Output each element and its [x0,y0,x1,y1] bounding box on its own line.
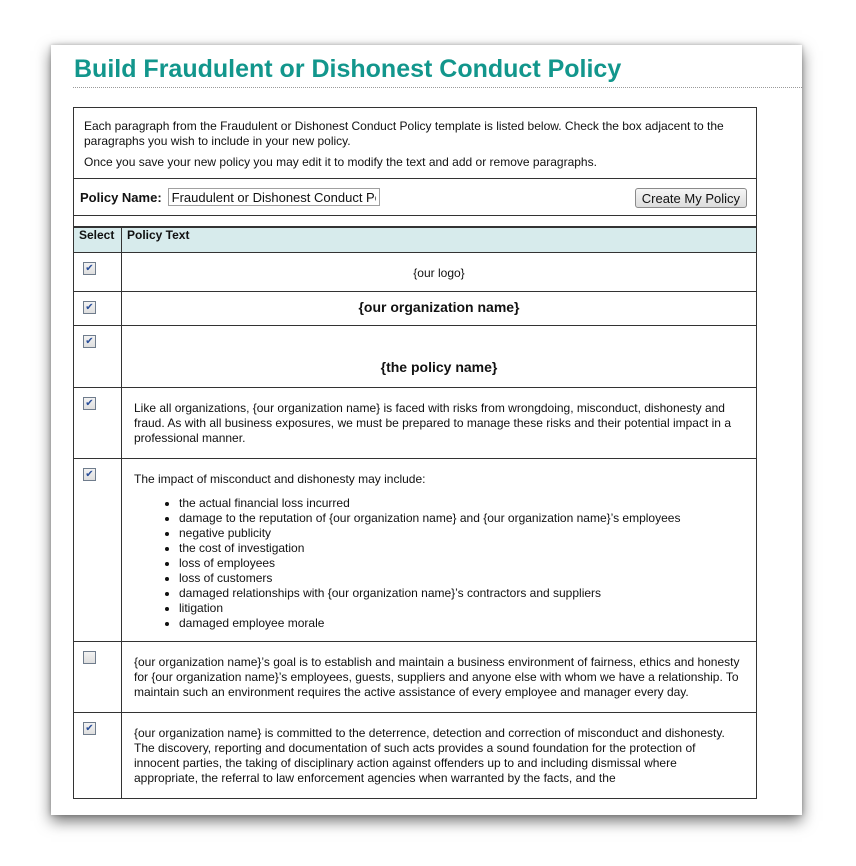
table-row [74,388,756,459]
table-row [74,642,756,713]
row-checkbox[interactable] [83,651,96,664]
intro-instructions [74,108,756,179]
policy-paragraph-text: The impact of misconduct and dishonesty may include: [134,472,426,486]
policy-paragraph-text: {our organization name} is committed to the deterrence, detection and correction of misconduct and dishonesty. The discovery, reporting and documentation of such acts provides a sound foundation for the protection of innocent parties, the taking of disciplinary action against offenders up to and including dismissal where appropriate, the referral to law enforcement agencies when warranted by the facts, and the [134,726,725,785]
list-item: • litigation [179,601,744,616]
policy-text-cell [122,459,757,642]
policy-name-label: Policy Name: [80,189,162,205]
policy-text-cell [122,388,757,459]
table-header-row [74,228,756,253]
list-item: • the actual financial loss incurred [179,496,744,511]
policy-text-cell [122,292,757,326]
row-checkbox[interactable]: ✔ [83,335,96,348]
list-item: • loss of customers [179,571,744,586]
list-item: • damaged employee morale [179,616,744,631]
table-row [74,326,756,388]
select-column-header: Select [74,228,122,253]
policy-text-column-header: Policy Text [122,228,757,253]
table-row [74,459,756,642]
policy-paragraph-text: {the policy name} [380,359,498,375]
policy-builder-panel [73,107,757,799]
select-cell [74,713,122,799]
list-item: • the cost of investigation [179,541,744,556]
select-cell [74,388,122,459]
create-my-policy-button[interactable]: Create My Policy [635,188,747,208]
row-checkbox[interactable]: ✔ [83,262,96,275]
table-row [74,253,756,292]
policy-paragraph-text: {our organization name} [358,299,520,315]
table-row [74,292,756,326]
row-checkbox[interactable]: ✔ [83,301,96,314]
intro-line-1: Each paragraph from the Fraudulent or Dishonest Conduct Policy template is listed below. Check the box adjacent to the paragraphs you wish to include in your new policy. [84,119,724,148]
select-cell [74,459,122,642]
select-cell [74,253,122,292]
policy-name-input[interactable] [168,188,380,206]
row-checkbox[interactable]: ✔ [83,397,96,410]
page-title: Build Fraudulent or Dishonest Conduct Policy [74,55,622,83]
list-item: • damaged relationships with {our organization name}’s contractors and suppliers [179,586,744,601]
policy-paragraph-text: {our organization name}’s goal is to establish and maintain a business environment of fairness, ethics and honesty for {our organization name}’s employees, guests, suppliers and anyone else with whom we have a relationship. To maintain such an environment requires the active assistance of every employee and manager every day. [134,655,740,699]
policy-paragraph-text: Like all organizations, {our organization name} is faced with risks from wrongdoing, misconduct, dishonesty and fraud. As with all business exposures, we must be prepared to manage these risks and their potential impact in a professional manner. [134,401,731,445]
list-item: • loss of employees [179,556,744,571]
select-cell [74,326,122,388]
impact-bullet-list [134,496,744,631]
intro-line-2: Once you save your new policy you may edit it to modify the text and add or remove paragraphs. [84,155,597,169]
row-checkbox[interactable]: ✔ [83,722,96,735]
policy-text-cell [122,713,757,799]
table-row [74,713,756,799]
policy-paragraphs-table [74,227,756,799]
policy-paragraph-text: {our logo} [413,266,465,280]
policy-name-row [74,179,756,216]
select-cell [74,292,122,326]
policy-builder-page [51,45,802,815]
select-cell [74,642,122,713]
policy-text-cell [122,642,757,713]
policy-text-cell [122,253,757,292]
list-item: • damage to the reputation of {our organization name} and {our organization name}’s employees [179,511,744,526]
title-divider [73,87,802,88]
policy-text-cell [122,326,757,388]
list-item: • negative publicity [179,526,744,541]
section-spacer [74,216,756,227]
row-checkbox[interactable]: ✔ [83,468,96,481]
